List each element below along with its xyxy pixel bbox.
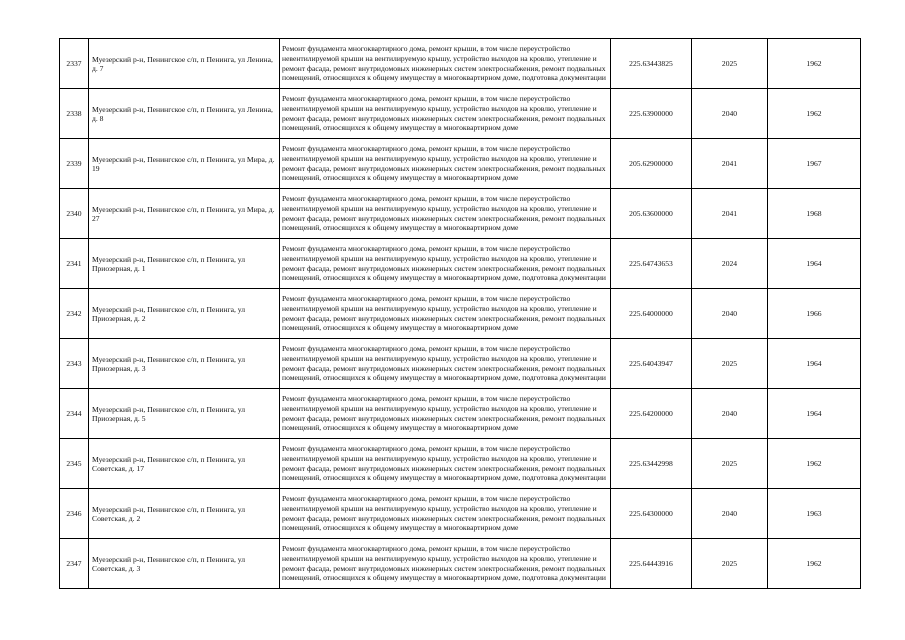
- row-number-cell: 2342: [60, 289, 89, 339]
- address-text: Муезерский р-н, Пенингское с/п, п Пенинга, ул Ленина, д. 8: [92, 104, 273, 123]
- work-description-cell: [280, 389, 611, 439]
- planned-year-cell: 2025: [692, 39, 768, 89]
- code-cell: 225.64000000: [611, 289, 692, 339]
- address-text: Муезерский р-н, Пенингское с/п, п Пенинга, ул Ленина, д. 7: [92, 54, 273, 73]
- build-year-cell: 1964: [768, 389, 861, 439]
- code-cell: 205.63600000: [611, 189, 692, 239]
- planned-year-cell: 2025: [692, 339, 768, 389]
- address-text: Муезерский р-н, Пенингское с/п, п Пенинга, ул Советская, д. 17: [92, 454, 246, 473]
- code-cell: 225.64043947: [611, 339, 692, 389]
- build-year-cell: 1962: [768, 39, 861, 89]
- build-year-cell: 1964: [768, 239, 861, 289]
- row-number-cell: 2346: [60, 489, 89, 539]
- address-text: Муезерский р-н, Пенингское с/п, п Пенинга, ул Приозерная, д. 3: [92, 354, 246, 373]
- code-cell: 225.64300000: [611, 489, 692, 539]
- planned-year-cell: 2040: [692, 89, 768, 139]
- planned-year-cell: 2041: [692, 189, 768, 239]
- row-number-cell: 2340: [60, 189, 89, 239]
- address-cell: [89, 389, 280, 439]
- build-year-cell: 1962: [768, 439, 861, 489]
- planned-year-cell: 2041: [692, 139, 768, 189]
- address-text: Муезерский р-н, Пенингское с/п, п Пенинга, ул Приозерная, д. 5: [92, 404, 246, 423]
- row-number-cell: 2337: [60, 39, 89, 89]
- address-cell: [89, 239, 280, 289]
- code-cell: 205.62900000: [611, 139, 692, 189]
- capital-repair-table: [59, 38, 861, 589]
- table-row: [60, 439, 861, 489]
- work-description-text: Ремонт фундамента многоквартирного дома, ремонт крыши, в том числе переустройство невентилируемой крыши на вентилируемую крышу, устройство выходов на кровлю, утепление и ремонт фасада, ремонт внутридомовых инженерных систем электроснабжения, ремонт подвальных помещений, относящихся к общему имуществу в многоквартирном доме: [282, 393, 606, 433]
- address-cell: [89, 89, 280, 139]
- row-number-cell: 2345: [60, 439, 89, 489]
- work-description-text: Ремонт фундамента многоквартирного дома, ремонт крыши, в том числе переустройство невентилируемой крыши на вентилируемую крышу, устройство выходов на кровлю, утепление и ремонт фасада, ремонт внутридомовых инженерных систем электроснабжения, ремонт подвальных помещений, относящихся к общему имуществу в многоквартирном доме: [282, 143, 606, 183]
- work-description-cell: [280, 289, 611, 339]
- address-text: Муезерский р-н, Пенингское с/п, п Пенинга, ул Советская, д. 3: [92, 554, 246, 573]
- address-cell: [89, 139, 280, 189]
- planned-year-cell: 2024: [692, 239, 768, 289]
- code-cell: 225.63442998: [611, 439, 692, 489]
- work-description-text: Ремонт фундамента многоквартирного дома, ремонт крыши, в том числе переустройство невентилируемой крыши на вентилируемую крышу, устройство выходов на кровлю, утепление и ремонт фасада, ремонт внутридомовых инженерных систем электроснабжения, ремонт подвальных помещений, относящихся к общему имуществу в многоквартирном доме, подготовка документации: [282, 43, 606, 83]
- table-row: [60, 539, 861, 589]
- work-description-cell: [280, 239, 611, 289]
- work-description-cell: [280, 89, 611, 139]
- work-description-text: Ремонт фундамента многоквартирного дома, ремонт крыши, в том числе переустройство невентилируемой крыши на вентилируемую крышу, устройство выходов на кровлю, утепление и ремонт фасада, ремонт внутридомовых инженерных систем электроснабжения, ремонт подвальных помещений, относящихся к общему имуществу в многоквартирном доме: [282, 93, 606, 133]
- build-year-cell: 1967: [768, 139, 861, 189]
- work-description-cell: [280, 189, 611, 239]
- table-row: [60, 189, 861, 239]
- row-number-cell: 2339: [60, 139, 89, 189]
- planned-year-cell: 2040: [692, 289, 768, 339]
- address-cell: [89, 439, 280, 489]
- build-year-cell: 1966: [768, 289, 861, 339]
- work-description-cell: [280, 539, 611, 589]
- row-number-cell: 2347: [60, 539, 89, 589]
- address-cell: [89, 289, 280, 339]
- work-description-text: Ремонт фундамента многоквартирного дома, ремонт крыши, в том числе переустройство невентилируемой крыши на вентилируемую крышу, устройство выходов на кровлю, утепление и ремонт фасада, ремонт внутридомовых инженерных систем электроснабжения, ремонт подвальных помещений, относящихся к общему имуществу в многоквартирном доме, подготовка документации: [282, 443, 606, 483]
- build-year-cell: 1964: [768, 339, 861, 389]
- code-cell: 225.63900000: [611, 89, 692, 139]
- table-row: [60, 389, 861, 439]
- address-text: Муезерский р-н, Пенингское с/п, п Пенинга, ул Советская, д. 2: [92, 504, 246, 523]
- table-row: [60, 339, 861, 389]
- table-row: [60, 289, 861, 339]
- address-cell: [89, 539, 280, 589]
- work-description-text: Ремонт фундамента многоквартирного дома, ремонт крыши, в том числе переустройство невентилируемой крыши на вентилируемую крышу, устройство выходов на кровлю, утепление и ремонт фасада, ремонт внутридомовых инженерных систем электроснабжения, ремонт подвальных помещений, относящихся к общему имуществу в многоквартирном доме, подготовка документации: [282, 243, 606, 283]
- code-cell: 225.64443916: [611, 539, 692, 589]
- code-cell: 225.64200000: [611, 389, 692, 439]
- table-row: [60, 89, 861, 139]
- code-cell: 225.63443825: [611, 39, 692, 89]
- build-year-cell: 1962: [768, 539, 861, 589]
- planned-year-cell: 2025: [692, 539, 768, 589]
- address-text: Муезерский р-н, Пенингское с/п, п Пенинга, ул Приозерная, д. 2: [92, 304, 246, 323]
- planned-year-cell: 2040: [692, 489, 768, 539]
- address-cell: [89, 189, 280, 239]
- work-description-cell: [280, 489, 611, 539]
- build-year-cell: 1968: [768, 189, 861, 239]
- build-year-cell: 1963: [768, 489, 861, 539]
- address-cell: [89, 339, 280, 389]
- code-cell: 225.64743653: [611, 239, 692, 289]
- table-row: [60, 239, 861, 289]
- table-row: [60, 139, 861, 189]
- work-description-cell: [280, 39, 611, 89]
- work-description-text: Ремонт фундамента многоквартирного дома, ремонт крыши, в том числе переустройство невентилируемой крыши на вентилируемую крышу, устройство выходов на кровлю, утепление и ремонт фасада, ремонт внутридомовых инженерных систем электроснабжения, ремонт подвальных помещений, относящихся к общему имуществу в многоквартирном доме, подготовка документации: [282, 343, 606, 383]
- address-text: Муезерский р-н, Пенингское с/п, п Пенинга, ул Приозерная, д. 1: [92, 254, 246, 273]
- work-description-text: Ремонт фундамента многоквартирного дома, ремонт крыши, в том числе переустройство невентилируемой крыши на вентилируемую крышу, устройство выходов на кровлю, утепление и ремонт фасада, ремонт внутридомовых инженерных систем электроснабжения, ремонт подвальных помещений, относящихся к общему имуществу в многоквартирном доме: [282, 493, 606, 533]
- work-description-cell: [280, 339, 611, 389]
- address-text: Муезерский р-н, Пенингское с/п, п Пенинга, ул Мира, д. 27: [92, 204, 275, 223]
- table-row: [60, 489, 861, 539]
- work-description-cell: [280, 439, 611, 489]
- row-number-cell: 2343: [60, 339, 89, 389]
- build-year-cell: 1962: [768, 89, 861, 139]
- table-row: [60, 39, 861, 89]
- address-cell: [89, 489, 280, 539]
- table-body: [60, 39, 861, 589]
- address-cell: [89, 39, 280, 89]
- work-description-text: Ремонт фундамента многоквартирного дома, ремонт крыши, в том числе переустройство невентилируемой крыши на вентилируемую крышу, устройство выходов на кровлю, утепление и ремонт фасада, ремонт внутридомовых инженерных систем электроснабжения, ремонт подвальных помещений, относящихся к общему имуществу в многоквартирном доме: [282, 293, 606, 333]
- planned-year-cell: 2025: [692, 439, 768, 489]
- row-number-cell: 2338: [60, 89, 89, 139]
- work-description-text: Ремонт фундамента многоквартирного дома, ремонт крыши, в том числе переустройство невентилируемой крыши на вентилируемую крышу, устройство выходов на кровлю, утепление и ремонт фасада, ремонт внутридомовых инженерных систем электроснабжения, ремонт подвальных помещений, относящихся к общему имуществу в многоквартирном доме, подготовка документации: [282, 543, 606, 583]
- work-description-cell: [280, 139, 611, 189]
- row-number-cell: 2341: [60, 239, 89, 289]
- work-description-text: Ремонт фундамента многоквартирного дома, ремонт крыши, в том числе переустройство невентилируемой крыши на вентилируемую крышу, устройство выходов на кровлю, утепление и ремонт фасада, ремонт внутридомовых инженерных систем электроснабжения, ремонт подвальных помещений, относящихся к общему имуществу в многоквартирном доме: [282, 193, 606, 233]
- address-text: Муезерский р-н, Пенингское с/п, п Пенинга, ул Мира, д. 19: [92, 154, 275, 173]
- planned-year-cell: 2040: [692, 389, 768, 439]
- row-number-cell: 2344: [60, 389, 89, 439]
